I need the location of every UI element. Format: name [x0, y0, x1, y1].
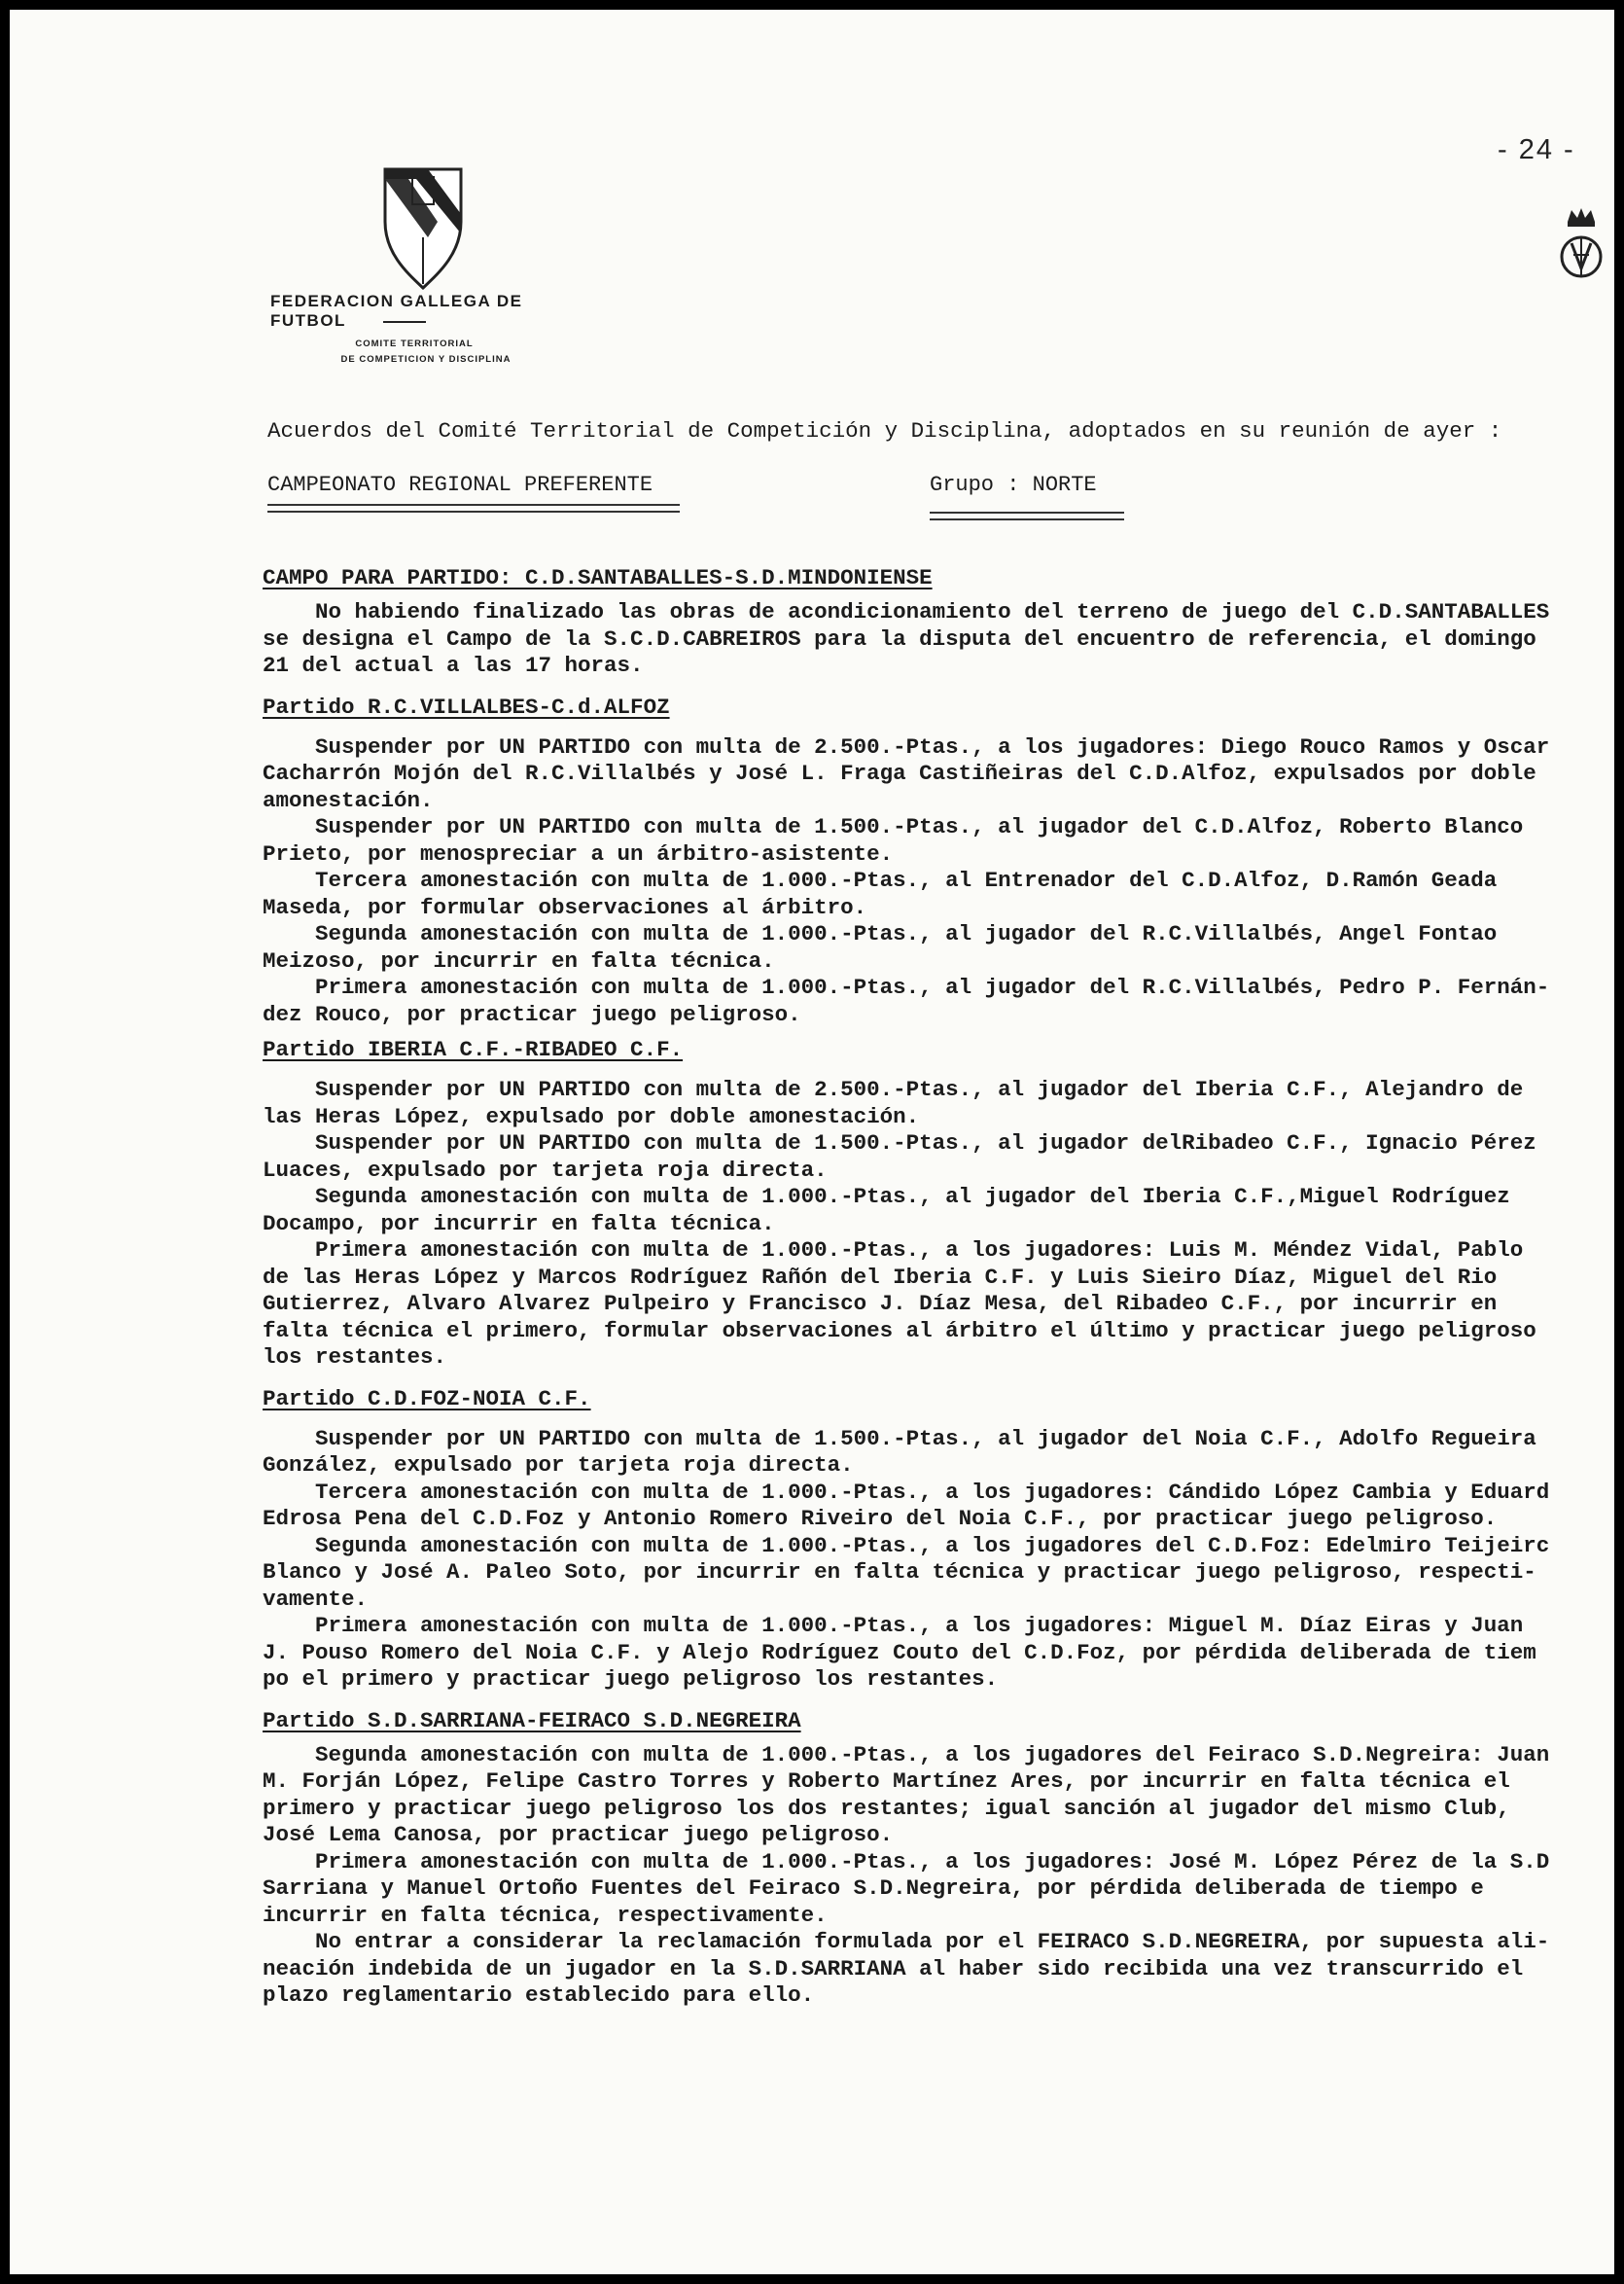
section-santaballes — [263, 564, 1609, 680]
paragraph: Suspender por UN PARTIDO con multa de 1.500.-Ptas., al jugador del C.D.Alfoz, Roberto Blanco Prieto, por menospreciar a un árbitro-asistente. — [263, 814, 1524, 867]
championship-title: CAMPEONATO REGIONAL PREFERENTE — [267, 473, 653, 497]
committee-line-1: COMITE TERRITORIAL — [355, 339, 474, 349]
paragraph: Suspender por UN PARTIDO con multa de 1.500.-Ptas., al jugador delRibadeo C.F., Ignacio Pérez Luaces, expulsado por tarjeta roja directa. — [263, 1130, 1536, 1183]
paragraph: Suspender por UN PARTIDO con multa de 2.500.-Ptas., a los jugadores: Diego Rouco Ramos y Oscar Cacharrón Mojón del R.C.Villalbés y José L. Fraga Castiñeiras del C.D.Alfoz, expulsados por doble amonestación. — [263, 733, 1550, 813]
rfef-crest-logo — [1558, 204, 1605, 294]
paragraph: Segunda amonestación con multa de 1.000.-Ptas., al jugador del R.C.Villalbés, Angel Fontao Meizoso, por incurrir en falta técnica. — [263, 921, 1498, 974]
paragraph: No entrar a considerar la reclamación formulada por el FEIRACO S.D.NEGREIRA, por supuesta ali- neación indebida de un jugador en la S.D.SARRIANA al haber sido recibida una vez transcurrido el plazo reglamentario establecido para ello. — [263, 1929, 1550, 2008]
section-foz-noia — [263, 1385, 1609, 1694]
section-title: Partido R.C.VILLALBES-C.d.ALFOZ — [263, 694, 670, 720]
paragraph: Tercera amonestación con multa de 1.000.-Ptas., al Entrenador del C.D.Alfoz, D.Ramón Geada Maseda, por formular observaciones al árbitro. — [263, 868, 1498, 920]
federation-shield-logo — [379, 163, 467, 292]
paragraph: Segunda amonestación con multa de 1.000.-Ptas., a los jugadores del Feiraco S.D.Negreira: Juan M. Forján López, Felipe Castro Torres y Roberto Martínez Ares, por incurrir en falta técnica el primero y practicar juego peligroso los dos restantes; igual sanción al jugador del mismo Club, José Lema Canosa, por practicar juego peligroso. — [263, 1741, 1550, 1847]
org-divider — [383, 321, 426, 323]
group-label: Grupo : NORTE — [930, 473, 1097, 497]
paragraph: Suspender por UN PARTIDO con multa de 1.500.-Ptas., al jugador del Noia C.F., Adolfo Regueira González, expulsado por tarjeta roja directa. — [263, 1425, 1536, 1478]
paragraph: Primera amonestación con multa de 1.000.-Ptas., a los jugadores: Luis M. Méndez Vidal, Pablo de las Heras López y Marcos Rodríguez Rañón del Iberia C.F. y Luis Sieiro Díaz, Miguel del Rio Gutierrez, Alvaro Alvarez Pulpeiro y Francisco J. Díaz Mesa, del Ribadeo C.F., por incurrir en falta técnica el primero, formular observaciones al árbitro el último y practicar juego peligroso los restantes. — [263, 1237, 1536, 1370]
committee-line-2: DE COMPETICION Y DISCIPLINA — [340, 354, 512, 365]
paragraph: Tercera amonestación con multa de 1.000.-Ptas., a los jugadores: Cándido López Cambia y Eduard Edrosa Pena del C.D.Foz y Antonio Romero Riveiro del Noia C.F., por practicar juego peligroso. — [263, 1479, 1550, 1531]
resolutions-body — [263, 564, 1609, 2010]
paragraph: Segunda amonestación con multa de 1.000.-Ptas., al jugador del Iberia C.F.,Miguel Rodríguez Docampo, por incurrir en falta técnica. — [263, 1184, 1510, 1236]
paragraph: Primera amonestación con multa de 1.000.-Ptas., a los jugadores: José M. López Pérez de la S.D Sarriana y Manuel Ortoño Fuentes del Feiraco S.D.Negreira, por pérdida deliberada de tiempo e incurrir en falta técnica, respectivamente. — [263, 1848, 1550, 1928]
section-villalbes-alfoz — [263, 694, 1609, 1029]
section-iberia-ribadeo — [263, 1036, 1609, 1372]
section-title: Partido IBERIA C.F.-RIBADEO C.F. — [263, 1037, 684, 1062]
paragraph: No habiendo finalizado las obras de acondicionamiento del terreno de juego del C.D.SANTABALLES se designa el Campo de la S.C.D.CABREIROS para la disputa del encuentro de referencia, el domingo 21 del actual a las 17 horas. — [263, 599, 1550, 678]
section-title: CAMPO PARA PARTIDO: C.D.SANTABALLES-S.D.MINDONIENSE — [263, 565, 933, 590]
section-title: Partido S.D.SARRIANA-FEIRACO S.D.NEGREIRA — [263, 1707, 801, 1733]
paragraph: Primera amonestación con multa de 1.000.-Ptas., al jugador del R.C.Villalbés, Pedro P. Fernán- dez Rouco, por practicar juego peligroso. — [263, 975, 1550, 1027]
championship-underline — [267, 504, 680, 513]
section-sarriana-feiraco — [263, 1707, 1609, 2010]
paragraph: Suspender por UN PARTIDO con multa de 2.500.-Ptas., al jugador del Iberia C.F., Alejandro de las Heras López, expulsado por doble amonestación. — [263, 1077, 1524, 1129]
paragraph: Segunda amonestación con multa de 1.000.-Ptas., a los jugadores del C.D.Foz: Edelmiro Teijeirc Blanco y José A. Paleo Soto, por incurrir en falta técnica y practicar juego peligroso, respecti- vamente. — [263, 1532, 1550, 1612]
section-title: Partido C.D.FOZ-NOIA C.F. — [263, 1385, 591, 1411]
intro-text: Acuerdos del Comité Territorial de Competición y Disciplina, adoptados en su reunión de ayer : — [267, 418, 1502, 444]
group-underline — [930, 512, 1124, 520]
page-number: - 24 - — [1498, 134, 1575, 165]
organization-name: FEDERACION GALLEGA DE FUTBOL — [270, 292, 523, 330]
paragraph: Primera amonestación con multa de 1.000.-Ptas., a los jugadores: Miguel M. Díaz Eiras y Juan J. Pouso Romero del Noia C.F. y Alejo Rodríguez Couto del C.D.Foz, por pérdida deliberada de tiem po el primero y practicar juego peligroso los restantes. — [263, 1613, 1536, 1692]
document-page — [10, 10, 1614, 2274]
